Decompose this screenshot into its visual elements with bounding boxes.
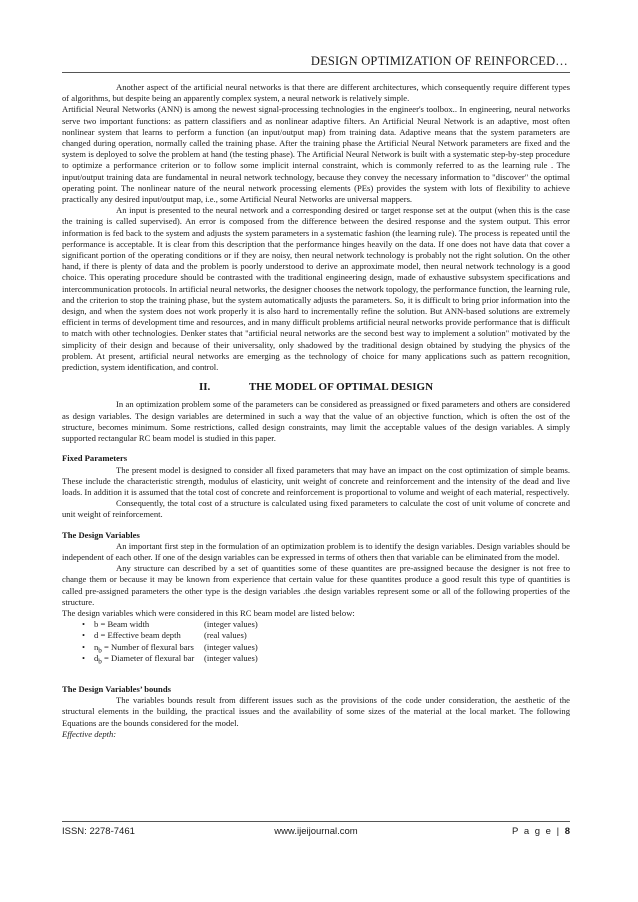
intro-paragraph-3: An input is presented to the neural network and a corresponding desired or target response set at the output (when this is the case the training is called supervised). An error is composed from the difference between the desired response and the system output. This error information is fed back to the system and adjusts the system parameters in a systematic fashion (the learning rule). The process is repeated until the performance is acceptable. It is clear from this description that the performance hinges heavily on the data. If one does not have data that cover a significant portion of the operating conditions or if they are noisy, then neural network technology is probably not the right solution. On the other hand, if there is plenty of data and the problem is poorly understood to derive an approximate model, then neural network technology is a good choice. This operating procedure should be contrasted with the traditional engineering design, made of exhaustive subsystem specifications and intercommunication protocols. In artificial neural networks, the designer chooses the network topology, the performance function, the learning rule, and the criterion to stop the training phase, but the system automatically adjusts the parameters. So, it is difficult to bring prior information into the design, and when the system does not work properly it is also hard to incrementally refine the solution. But ANN-based solutions are extremely efficient in terms of development time and resources, and in many difficult problems artificial neural networks provide performance that is difficult to match with other technologies. Denker states that "artificial neural networks are the second best way to implement a solution" motivated by the simplicity of their design and because of their universality, only shadowed by the traditional design obtained by studying the physics of the problem. At present, artificial neural networks are emerging as the technology of choice for many applications such as pattern recognition, prediction, system identification, and control. [62,205,570,373]
list-item [84,619,570,630]
variable-type: (real values) [204,630,247,641]
variable-description: = Number of flexural bars [101,641,194,652]
section-paragraph-1: In an optimization problem some of the parameters can be considered as preassigned or fixed parameters and others are considered as design variables. The design variables are determined in such a way that the value of an objective function, which is often the ost of the structure, becomes minimum. Some restrictions, called design constraints, may limit the acceptable values of the design variables. A simply supported rectangular RC beam model is studied in this paper. [62,399,570,444]
footer-rule [62,821,570,822]
footer-website: www.ijeijournal.com [274,826,358,837]
bounds-paragraph-1: The variables bounds result from different issues such as the provisions of the code under consideration, the aesthetic of the structural elements in the building, the practical issues and the availability of some sizes of the material at the local market. The following Equations are the bounds considered for the model. [62,695,570,728]
list-item [84,630,570,641]
variable-symbol: d [94,652,99,663]
variable-description: = Beam width [98,619,150,630]
list-item [84,653,570,664]
list-item [84,642,570,653]
fixed-parameters-heading: Fixed Parameters [62,453,128,464]
design-variables-paragraph-3: The design variables which were considered in this RC beam model are listed below: [62,607,355,618]
variable-type: (integer values) [204,641,258,652]
section-heading [62,382,570,393]
variable-type: (integer values) [204,652,258,663]
design-variables-list [62,619,570,664]
variable-symbol: b [94,619,99,630]
variable-description: = Effective beam depth [98,630,181,641]
running-header: DESIGN OPTIMIZATION OF REINFORCED… [310,54,568,68]
design-variables-paragraph-2: Any structure can described by a set of quantities some of these quantites are pre-assigned because the designer is not free to change them or because it may be known from experience that certain value for these quantites produce a good result this type of quantities is called pre-assigned parameters the other type is the design variables .the design variables represent some or all of the following properties of the structure. [62,563,570,607]
variable-subscript: b [98,646,102,655]
page-label: P a g e | [512,826,561,837]
bounds-heading: The Design Variables’ bounds [62,683,171,694]
intro-paragraph-1: Another aspect of the artificial neural networks is that there are different architectures, which consequently require different types of algorithms, but despite being an apparently complex system, a neural network is relatively simple. [62,82,570,104]
variable-type: (integer values) [204,619,258,630]
variable-description: = Diameter of flexural bar [101,652,195,663]
page-number: 8 [564,826,570,837]
fixed-parameters-paragraph-2: Consequently, the total cost of a structure is calculated using fixed parameters to calculate the cost of unit volume of concrete and unit weight of reinforcement. [62,498,570,520]
page-body [62,82,570,740]
design-variables-heading: The Design Variables [62,529,140,540]
section-title: THE MODEL OF OPTIMAL DESIGN [248,381,434,394]
variable-symbol: n [94,641,99,652]
section-number: II. [198,381,211,394]
variable-definition [94,653,204,668]
footer-page [512,826,570,837]
intro-paragraph-2: Artificial Neural Networks (ANN) is among the newest signal-processing technologies in the engineer's toolbox.. In engineering, neural networks serve two important functions: as pattern classifiers and as nonlinear adaptive filters. An Artificial Neural Network is an adaptive, most often nonlinear system that learns to perform a function (an input/output map) from training data. Adaptive means that the system parameters are changed during operation, normally called the training phase. After the training phase the Artificial Neural Network parameters are fixed and the system is deployed to solve the problem at hand (the testing phase). The Artificial Neural Network is built with a systematic step-by-step procedure to optimize a performance criterion or to follow some implicit internal constraint, which is commonly referred to as the learning rule . The input/output training data are fundamental in neural network technology, because they convey the necessary information to "discover" the optimal operating point. The nonlinear nature of the neural network processing elements (PEs) provides the system with lots of flexibility to achieve practically any desired input/output map, i.e., some Artificial Neural Networks are universal mappers. [62,104,570,205]
fixed-parameters-paragraph-1: The present model is designed to consider all fixed parameters that may have an impact on the cost optimization of simple beams. These include the characteristic strength, modulus of elasticity, unit weight of concrete and reinforcement and the intensity of the dead and live loads. In addition it is assumed that the total cost of concrete and reinforcement is proportional to volume and weight of each material, respectively. [62,464,570,497]
variable-symbol: d [94,630,99,641]
header-rule [62,72,570,73]
effective-depth-label: Effective depth: [62,728,117,739]
footer-issn: ISSN: 2278-7461 [62,826,135,837]
design-variables-paragraph-1: An important first step in the formulation of an optimization problem is to identify the design variables. Design variables should be independent of each other. If one of the design variables can be expressed in terms of others then that variable can be eliminated from the model. [62,540,570,562]
variable-subscript: b [98,657,102,666]
